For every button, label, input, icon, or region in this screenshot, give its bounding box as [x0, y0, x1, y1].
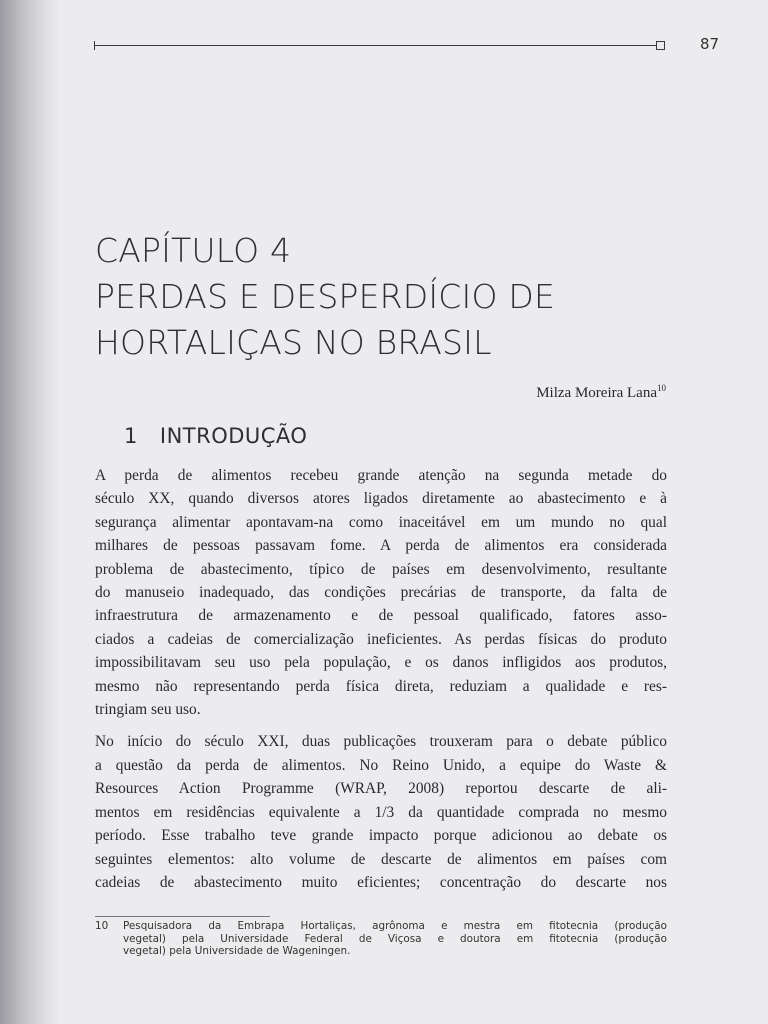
footnote-line: vegetal) pela Universidade de Wageningen. [123, 945, 351, 958]
footnote-line: vegetal) pela Universidade Federal de Viçosa e doutora em fitotecnia (produção [123, 932, 667, 945]
text-line: impossibilitavam seu uso pela população, e os danos infligidos aos produtos, [95, 654, 667, 672]
text-line: milhares de pessoas passavam fome. A perda de alimentos era considerada [95, 537, 667, 555]
author-name: Milza Moreira Lana [536, 385, 657, 401]
author-byline [536, 383, 666, 402]
text-line: infraestrutura de armazenamento e de pessoal qualificado, fatores asso- [95, 607, 667, 625]
text-line: A perda de alimentos recebeu grande atenção na segunda metade do [95, 467, 667, 484]
footnote-text [123, 920, 667, 958]
text-line: Resources Action Programme (WRAP, 2008) reportou descarte de ali- [95, 780, 667, 798]
header-rule [94, 45, 658, 46]
text-line: a questão da perda de alimentos. No Reino Unido, a equipe do Waste & [95, 756, 667, 774]
footnote-rule [95, 916, 270, 917]
paragraph [95, 730, 667, 894]
chapter-title-line: HORTALIÇAS NO BRASIL [95, 323, 492, 362]
text-line: do manuseio inadequado, das condições precárias de transporte, da falta de [95, 584, 667, 602]
footnote-line: Pesquisadora da Embrapa Hortaliças, agrônoma e mestra em fitotecnia (produção [123, 920, 667, 932]
author-footnote-marker[interactable]: 10 [657, 383, 666, 393]
text-line: período. Esse trabalho teve grande impacto porque adicionou ao debate os [95, 827, 667, 845]
text-line: No início do século XXI, duas publicações trouxeram para o debate público [95, 733, 667, 751]
header-rule-end-box [656, 41, 665, 50]
text-line: tringiam seu uso. [95, 701, 201, 719]
text-line: seguintes elementos: alto volume de descarte de alimentos em países com [95, 850, 667, 868]
text-line: mesmo não representando perda física direta, reduziam a qualidade e res- [95, 677, 667, 695]
section-title: INTRODUÇÃO [159, 424, 308, 448]
body-text [95, 464, 667, 903]
text-line: segurança alimentar apontavam-na como inaceitável em um mundo no qual [95, 513, 667, 531]
page-number: 87 [700, 35, 720, 53]
footnote-number: 10 [95, 920, 109, 932]
section-number: 1 [124, 424, 138, 448]
text-line: cadeias de abastecimento muito eficientes; concentração do descarte nos [95, 873, 667, 891]
chapter-title-line: PERDAS E DESPERDÍCIO DE [95, 277, 555, 316]
text-line: problema de abastecimento, típico de países em desenvolvimento, resultante [95, 560, 667, 578]
text-line: ciados a cadeias de comercialização ineficientes. As perdas físicas do produto [95, 630, 667, 648]
footnote [95, 920, 667, 958]
text-line: mentos em residências equivalente a 1/3 da quantidade comprada no mesmo [95, 803, 667, 821]
paragraph [95, 464, 667, 721]
text-line: século XX, quando diversos atores ligados diretamente ao abastecimento e à [95, 490, 667, 508]
section-heading [124, 424, 307, 448]
chapter-title [95, 228, 695, 366]
chapter-title-line: CAPÍTULO 4 [95, 231, 292, 270]
